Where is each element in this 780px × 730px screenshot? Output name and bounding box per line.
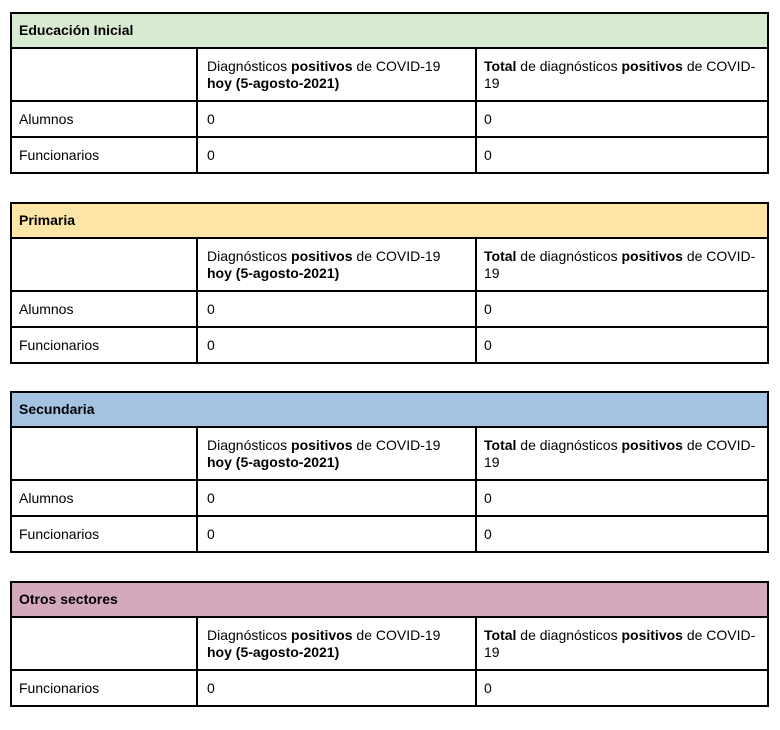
section-secundaria: [10, 391, 769, 553]
row-label: Funcionarios: [11, 516, 197, 552]
header-positivos-hoy: Diagnósticos positivos de COVID-19 hoy (5-agosto-2021): [197, 617, 476, 670]
header-total-positivos: Total de diagnósticos positivos de COVID-19: [476, 238, 768, 291]
column-header-row: [11, 617, 768, 670]
header-positivos-hoy: Diagnósticos positivos de COVID-19 hoy (5-agosto-2021): [197, 48, 476, 101]
row-label: Alumnos: [11, 291, 197, 327]
header-total-positivos: Total de diagnósticos positivos de COVID-19: [476, 48, 768, 101]
section-title-row: [11, 392, 768, 427]
section-title: Primaria: [11, 203, 768, 238]
row-label: Alumnos: [11, 480, 197, 516]
section-title: Educación Inicial: [11, 13, 768, 48]
table-row: [11, 137, 768, 173]
section-educacion-inicial: [10, 12, 769, 174]
table-row: [11, 327, 768, 363]
value-hoy: 0: [197, 670, 476, 706]
column-header-row: [11, 48, 768, 101]
row-label: Funcionarios: [11, 137, 197, 173]
value-hoy: 0: [197, 137, 476, 173]
value-total: 0: [476, 137, 768, 173]
row-label: Alumnos: [11, 101, 197, 137]
value-hoy: 0: [197, 480, 476, 516]
empty-header-cell: [11, 617, 197, 670]
value-hoy: 0: [197, 516, 476, 552]
empty-header-cell: [11, 48, 197, 101]
section-title-row: [11, 13, 768, 48]
value-total: 0: [476, 516, 768, 552]
empty-header-cell: [11, 427, 197, 480]
header-positivos-hoy: Diagnósticos positivos de COVID-19 hoy (5-agosto-2021): [197, 238, 476, 291]
section-primaria: [10, 202, 769, 364]
table-row: [11, 670, 768, 706]
value-hoy: 0: [197, 327, 476, 363]
section-title: Secundaria: [11, 392, 768, 427]
header-total-positivos: Total de diagnósticos positivos de COVID-19: [476, 617, 768, 670]
column-header-row: [11, 238, 768, 291]
section-title: Otros sectores: [11, 582, 768, 617]
value-total: 0: [476, 327, 768, 363]
header-positivos-hoy: Diagnósticos positivos de COVID-19 hoy (5-agosto-2021): [197, 427, 476, 480]
section-title-row: [11, 203, 768, 238]
table-row: [11, 101, 768, 137]
row-label: Funcionarios: [11, 327, 197, 363]
value-total: 0: [476, 480, 768, 516]
value-total: 0: [476, 291, 768, 327]
value-hoy: 0: [197, 101, 476, 137]
row-label: Funcionarios: [11, 670, 197, 706]
value-total: 0: [476, 670, 768, 706]
section-otros-sectores: [10, 581, 769, 707]
value-hoy: 0: [197, 291, 476, 327]
value-total: 0: [476, 101, 768, 137]
column-header-row: [11, 427, 768, 480]
header-total-positivos: Total de diagnósticos positivos de COVID-19: [476, 427, 768, 480]
empty-header-cell: [11, 238, 197, 291]
table-row: [11, 480, 768, 516]
table-row: [11, 516, 768, 552]
section-title-row: [11, 582, 768, 617]
table-row: [11, 291, 768, 327]
